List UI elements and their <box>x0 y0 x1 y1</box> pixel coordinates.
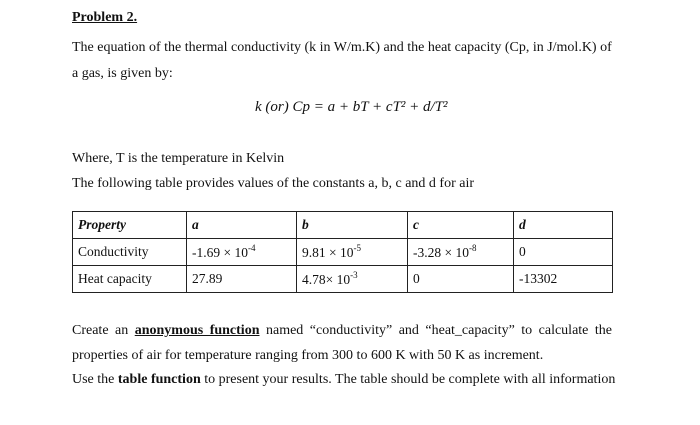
cell-property: Heat capacity <box>73 266 187 293</box>
task-line-2: properties of air for temperature ranging from 300 to 600 K with 50 K as increment. <box>72 348 544 363</box>
cell-d: 0 <box>514 239 613 266</box>
table-row-conductivity <box>73 239 613 266</box>
table-header-row <box>73 212 613 239</box>
header-c: c <box>408 212 514 239</box>
table-intro-line: The following table provides values of the constants a, b, c and d for air <box>72 176 474 191</box>
problem-heading: Problem 2. <box>72 10 138 25</box>
cell-b: $9.81 \times 10^{-5}$ <box>297 239 408 266</box>
intro-line-1: The equation of the thermal conductivity (k in W/m.K) and the heat capacity (Cp, in J/mol.K) of <box>72 40 612 55</box>
cell-d: -13302 <box>514 266 613 293</box>
table-row-heat-capacity <box>73 266 613 293</box>
equation: k (or) Cp = a + bT + cT² + d/T² <box>255 99 448 115</box>
header-d: d <box>514 212 613 239</box>
table-function-term: table function <box>117 372 201 387</box>
constants-table <box>72 211 613 293</box>
task-line-1: Create an anonymous function named “conductivity” and “heat_capacity” to calculate the <box>72 323 612 338</box>
cell-a: $-1.69 \times 10^{-4}$ <box>187 239 297 266</box>
cell-property: Conductivity <box>73 239 187 266</box>
header-b: b <box>297 212 408 239</box>
anonymous-function-term: anonymous function <box>134 323 260 338</box>
task-line-3: Use the table function to present your results. The table should be complete with all information <box>72 372 616 387</box>
header-a: a <box>187 212 297 239</box>
intro-line-2: a gas, is given by: <box>72 66 173 81</box>
cell-c: 0 <box>408 266 514 293</box>
header-property: Property <box>73 212 187 239</box>
where-line: Where, T is the temperature in Kelvin <box>72 151 285 166</box>
cell-b: $4.78\times 10^{-3}$ <box>297 266 408 293</box>
cell-a: 27.89 <box>187 266 297 293</box>
cell-c: $-3.28 \times 10^{-8}$ <box>408 239 514 266</box>
